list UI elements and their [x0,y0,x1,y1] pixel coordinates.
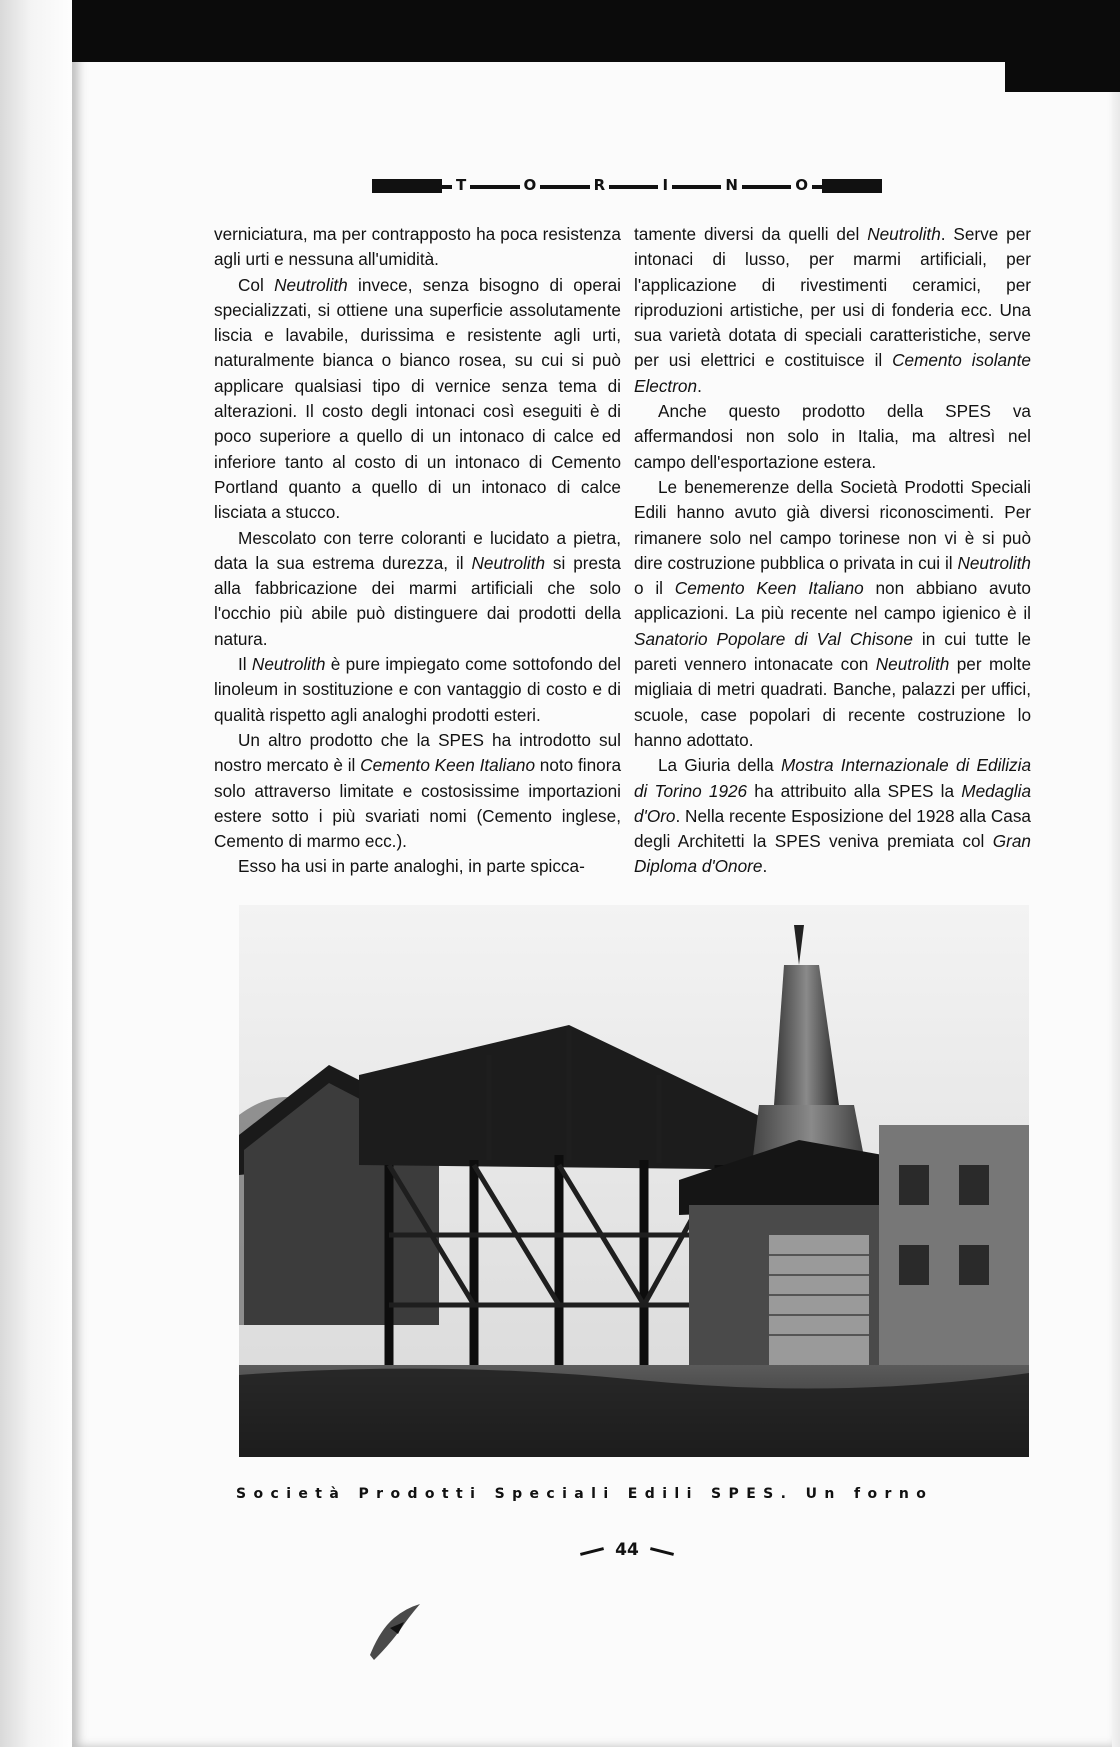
header-letter: N [721,176,742,194]
header-letter: R [590,176,610,194]
product-name: Neutrolith [471,552,546,573]
paragraph [634,222,1031,399]
award-name: Gran Diploma d'Onore [634,831,1031,877]
text-run: in cui tutte le pareti vennero intonacate con [634,628,1031,675]
text-run: Le benemerenze della Società Prodotti Speciali Edili hanno avuto già diversi riconoscimenti. Per rimanere solo nel campo torinese non vi è si può dire costruzione pubblica o privata in cui il [634,476,1031,573]
photo-illustration [239,905,1029,1457]
paragraph [634,475,1031,753]
header-letter: T [452,176,470,194]
text-run: verniciatura, ma per contrapposto ha poca resistenza agli urti e nessuna all'umidità. [214,224,621,270]
scan-edge-left [0,0,78,1747]
text-run: La Giuria della [658,755,781,776]
text-run: ha attribuito alla SPES la [747,780,962,801]
paragraph [214,652,621,728]
paragraph [214,526,621,652]
exhibition-name: Mostra Internazionale di Edilizia di Torino 1926 [634,755,1032,801]
product-name: Neutrolith [875,654,950,675]
header-title [452,176,812,194]
text-run: invece, senza bisogno di operai specializzati, si ottiene una superficie assolutamente liscia e lavabile, durissima e resistente agli urti, naturalmente bianca o bianco rosea, su cui si può applicare qualsiasi tipo di vernice senza tema di alterazioni. Il costo degli intonaci così eseguiti è di poco superiore a quello di un intonaco di calce ed inferiore tanto al costo di un intonaco di Cemento Portland quanto a quello di un intonaco di calce lisciata a stucco. [214,274,621,523]
text-run: Un altro prodotto che la SPES ha introdotto sul nostro mercato è il [214,729,621,776]
text-run: si presta alla fabbricazione dei marmi artificiali che solo l'occhio più abile può distinguere dai prodotti della natura. [214,552,621,649]
page-number: 44 [578,1538,676,1562]
text-run: . Nella recente Esposizione del 1928 alla Casa degli Architetti la SPES veniva premiata col [634,805,1031,852]
text-run: Col [238,274,275,295]
article-column-left [214,222,621,880]
product-name: Cemento isolante Electron [634,350,1031,396]
photo-caption: Società Prodotti Speciali Edili SPES. Un forno [236,1486,934,1502]
product-name: Neutrolith [251,654,326,675]
product-name: Cemento Keen Italiano [674,578,864,599]
text-run: Mescolato con terre coloranti e lucidato a pietra, data la sua estrema durezza, il [214,527,621,573]
paragraph [214,273,621,526]
text-run: Anche questo prodotto della SPES va affermandosi non solo in Italia, ma altresì nel campo dell'esportazione estera. [634,401,1031,472]
product-name: Neutrolith [867,224,941,244]
header-letter: O [791,176,812,194]
scan-top-shadow [72,0,1120,62]
product-name: Neutrolith [274,274,348,295]
building-name: Sanatorio Popolare di Val Chisone [634,628,913,649]
paragraph [634,753,1031,879]
text-run: o il [634,578,675,599]
kiln-photograph [239,905,1029,1457]
ink-smudge-mark [360,1600,430,1662]
text-run: Il [238,654,252,675]
paragraph [214,728,621,854]
text-run: non abbiano avuto applicazioni. La più recente nel campo igienico è il [634,578,1031,624]
award-name: Medaglia d'Oro [634,780,1031,826]
header-ornament-left [372,179,442,193]
text-run: è pure impiegato come sottofondo del linoleum in sostituzione e con vantaggio di costo e di qualità rispetto agli analoghi prodotti esteri. [214,654,622,725]
text-run: . [697,375,702,396]
scan-top-shadow-step [1005,50,1120,92]
text-run: per molte migliaia di metri quadrati. Banche, palazzi per uffici, scuole, case popolari di recente costruzione lo hanno adottato. [634,654,1032,750]
text-run: noto finora solo attraverso limitate e costosissime importazioni estere sotto i più svariati nomi (Cemento inglese, Cemento di marmo ecc.). [214,755,622,852]
paragraph [634,399,1031,475]
paragraph: Esso ha usi in parte analoghi, in parte spicca- [238,856,585,877]
text-run: . Serve per intonaci di lusso, per marmi artificiali, per l'applicazione di rivestimenti ceramici, per riproduzioni artistiche, per usi di fonderia ecc. Una sua varietà dotata di speciali caratteristiche, serve per usi elettrici e costituisce il [634,224,1031,371]
paragraph [214,222,621,273]
article-column-right [634,222,1031,880]
text-run: tamente diversi da quelli del [634,224,868,244]
header-ornament-right [822,179,882,193]
text-run: . [762,856,768,877]
product-name: Cemento Keen Italiano [360,755,536,776]
header-letter: I [658,176,672,194]
product-name: Neutrolith [957,552,1031,573]
header-letter: O [520,176,541,194]
running-header [372,176,882,194]
